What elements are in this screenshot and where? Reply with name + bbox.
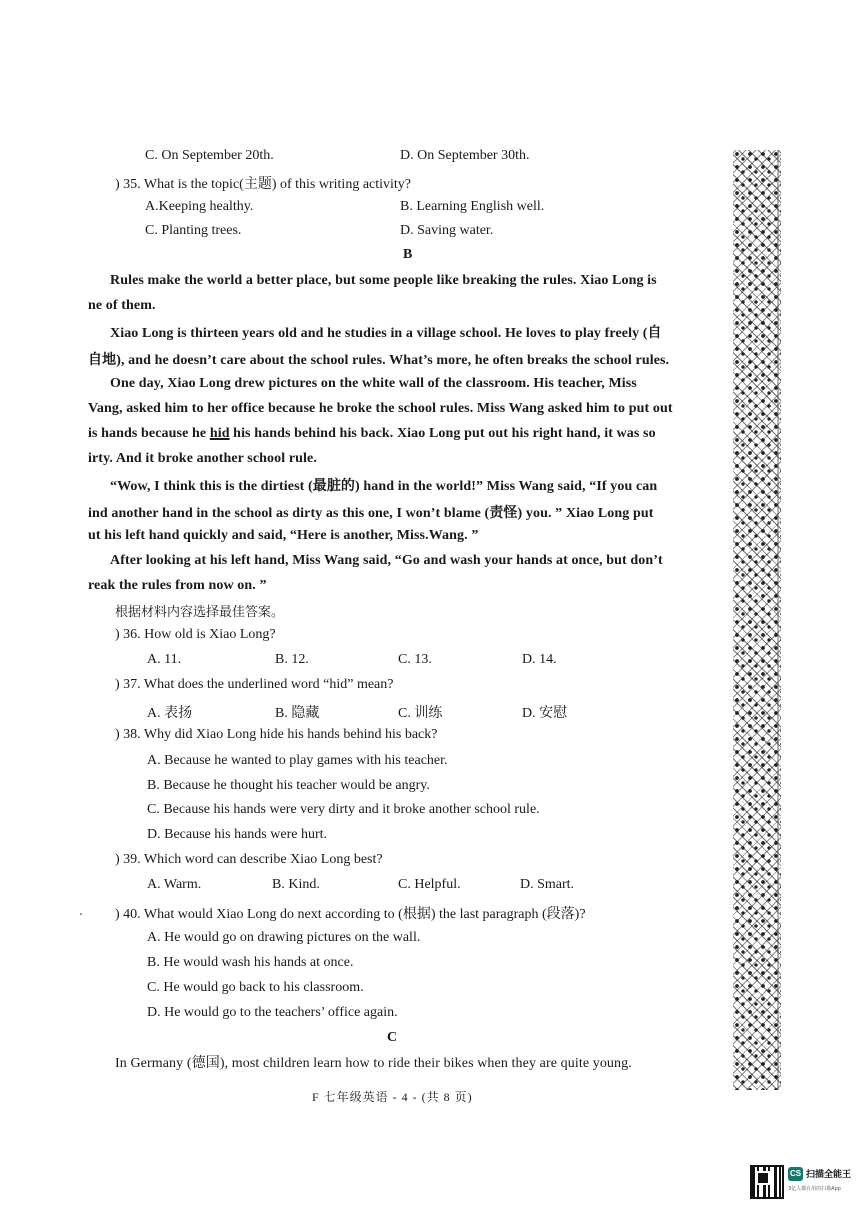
q39-option-b: B. Kind.: [272, 877, 320, 892]
passage-b-p3-line3-end: his hands behind his back. Xiao Long put out his right hand, it was so: [229, 426, 656, 441]
q37-option-d: D. 安慰: [522, 706, 568, 721]
q37-stem: ) 37. What does the underlined word “hid” mean?: [115, 677, 394, 692]
q37-option-b: B. 隐藏: [275, 706, 320, 721]
decorative-border-edge: [777, 150, 779, 1090]
q35-option-a: A.Keeping healthy.: [145, 199, 254, 214]
instruction-text: 根据材料内容选择最佳答案。: [115, 605, 285, 620]
scanner-app-title: 扫描全能王: [806, 1170, 852, 1180]
passage-b-p4-line2: ind another hand in the school as dirty as this one, I won’t blame (责怪) you. ” Xiao Long put: [88, 506, 654, 521]
passage-b-p3-line4: irty. And it broke another school rule.: [88, 451, 317, 466]
q35-option-b: B. Learning English well.: [400, 199, 545, 214]
q39-option-a: A. Warm.: [147, 877, 202, 892]
passage-b-p5-line2: reak the rules from now on. ”: [88, 578, 267, 593]
q40-option-b: B. He would wash his hands at once.: [147, 955, 354, 970]
q37-option-c: C. 训练: [398, 706, 443, 721]
section-b-label: B: [403, 247, 413, 262]
cs-logo-icon: CS: [788, 1167, 803, 1181]
passage-b-p4-line1: “Wow, I think this is the dirtiest (最脏的) hand in the world!” Miss Wang said, “If you can: [110, 479, 658, 494]
passage-b-p3-line1: One day, Xiao Long drew pictures on the white wall of the classroom. His teacher, Miss: [110, 376, 637, 391]
q36-option-c: C. 13.: [398, 652, 432, 667]
passage-c-p1: In Germany (德国), most children learn how to ride their bikes when they are quite young.: [115, 1056, 632, 1071]
page-footer: F 七年级英语 - 4 - (共 8 页): [312, 1090, 473, 1104]
passage-b-p5-line1: After looking at his left hand, Miss Wang said, “Go and wash your hands at once, but don’t: [110, 553, 663, 568]
section-c-label: C: [387, 1030, 398, 1045]
q39-option-c: C. Helpful.: [398, 877, 461, 892]
passage-b-p3-line3: [88, 426, 656, 442]
q35-option-c: C. Planting trees.: [145, 223, 242, 238]
q36-option-b: B. 12.: [275, 652, 309, 667]
q40-option-c: C. He would go back to his classroom.: [147, 980, 364, 995]
q38-option-b: B. Because he thought his teacher would be angry.: [147, 778, 430, 793]
q40-stem: ) 40. What would Xiao Long do next according to (根据) the last paragraph (段落)?: [115, 907, 586, 922]
q38-stem: ) 38. Why did Xiao Long hide his hands behind his back?: [115, 727, 438, 742]
decorative-border-strip: [733, 150, 781, 1090]
q36-option-d: D. 14.: [522, 652, 557, 667]
passage-b-p3-line2: Vang, asked him to her office because he broke the school rules. Miss Wang asked him to put out: [88, 401, 673, 416]
q35-stem: ) 35. What is the topic(主题) of this writing activity?: [115, 177, 412, 192]
q40-option-d: D. He would go to the teachers’ office again.: [147, 1005, 398, 1020]
q37-option-a: A. 表扬: [147, 706, 193, 721]
passage-b-p4-line3: ut his left hand quickly and said, “Here is another, Miss.Wang. ”: [88, 528, 479, 543]
qr-code-icon: [750, 1165, 784, 1199]
q39-stem: ) 39. Which word can describe Xiao Long best?: [115, 852, 383, 867]
q36-stem: ) 36. How old is Xiao Long?: [115, 627, 276, 642]
passage-b-p2-line2: 自地), and he doesn’t care about the school rules. What’s more, he often breaks the school rules.: [88, 353, 670, 368]
q34-option-c: C. On September 20th.: [145, 148, 274, 163]
q38-option-d: D. Because his hands were hurt.: [147, 827, 328, 842]
q39-option-d: D. Smart.: [520, 877, 575, 892]
passage-b-p3-line3-start: is hands because he: [88, 426, 210, 441]
scanner-watermark: [750, 1165, 852, 1199]
q38-option-a: A. Because he wanted to play games with his teacher.: [147, 753, 448, 768]
passage-b-p2-line1: Xiao Long is thirteen years old and he studies in a village school. He loves to play freely (自: [110, 326, 662, 341]
q34-option-d: D. On September 30th.: [400, 148, 530, 163]
q36-option-a: A. 11.: [147, 652, 182, 667]
passage-b-p1-line1: Rules make the world a better place, but some people like breaking the rules. Xiao Long is: [110, 273, 657, 288]
q40-option-a: A. He would go on drawing pictures on the wall.: [147, 930, 421, 945]
scan-speck: [80, 913, 82, 915]
q35-option-d: D. Saving water.: [400, 223, 494, 238]
underlined-word-hid: hid: [209, 426, 230, 441]
q38-option-c: C. Because his hands were very dirty and it broke another school rule.: [147, 802, 540, 817]
passage-b-p1-line2: ne of them.: [88, 298, 156, 313]
scanner-app-subtitle: 3亿人都在用的扫描App: [788, 1186, 841, 1192]
